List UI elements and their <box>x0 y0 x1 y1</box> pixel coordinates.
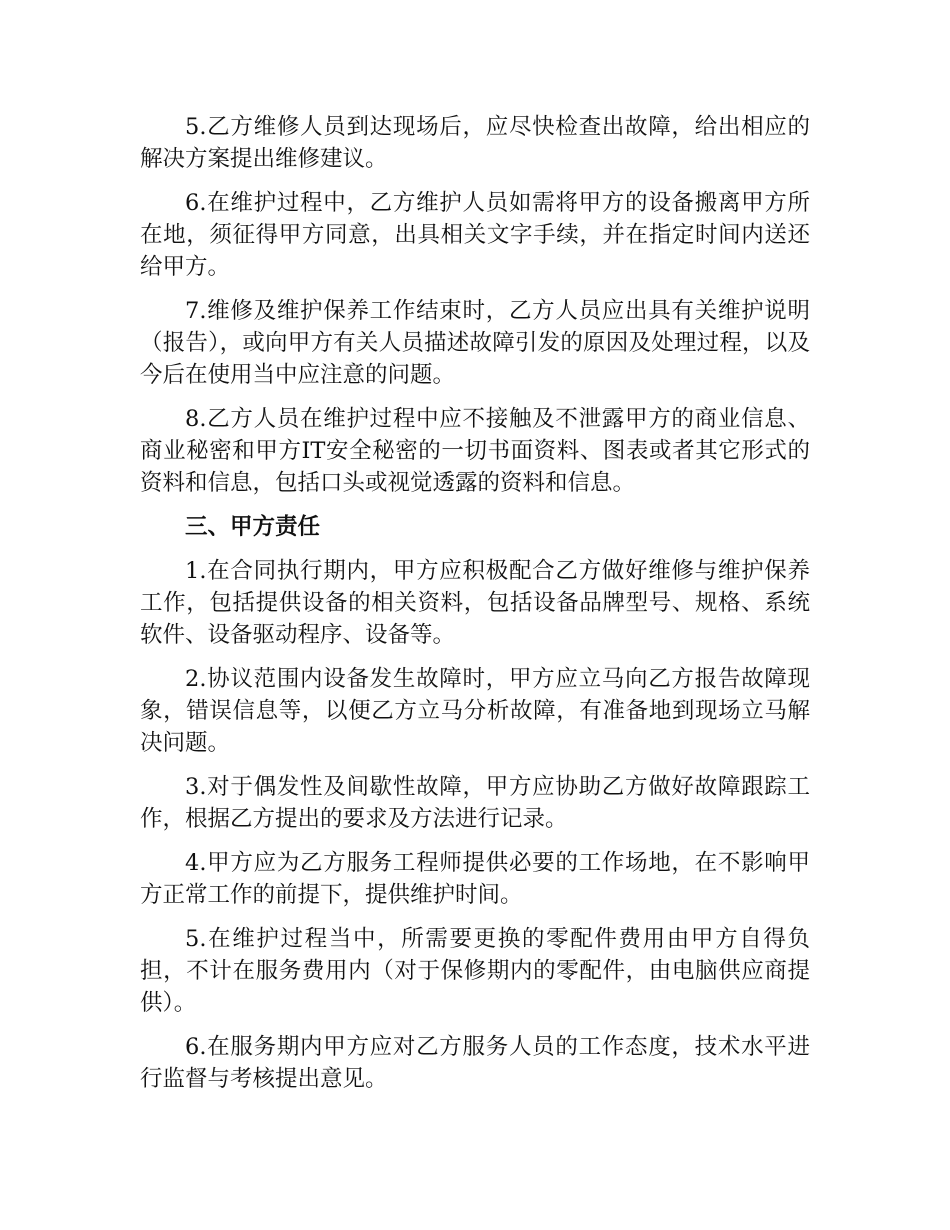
document-page <box>140 111 810 1107</box>
paragraph-a-5: 5.在维护过程当中，所需要更换的零配件费用由甲方自得负担，不计在服务费用内（对于保修期内的零配件，由电脑供应商提供）。 <box>140 926 810 1016</box>
paragraph-b-8: 8.乙方人员在维护过程中应不接触及不泄露甲方的商业信息、商业秘密和甲方IT安全秘密的一切书面资料、图表或者其它形式的资料和信息，包括口头或视觉透露的资料和信息。 <box>140 406 810 496</box>
paragraph-a-4: 4.甲方应为乙方服务工程师提供必要的工作场地，在不影响甲方正常工作的前提下，提供维护时间。 <box>140 850 810 908</box>
paragraph-a-3: 3.对于偶发性及间歇性故障，甲方应协助乙方做好故障跟踪工作，根据乙方提出的要求及方法进行记录。 <box>140 774 810 832</box>
paragraph-b-6: 6.在维护过程中，乙方维护人员如需将甲方的设备搬离甲方所在地，须征得甲方同意，出具相关文字手续，并在指定时间内送还给甲方。 <box>140 190 810 280</box>
paragraph-b-5: 5.乙方维修人员到达现场后，应尽快检查出故障，给出相应的解决方案提出维修建议。 <box>140 114 810 172</box>
paragraph-a-6: 6.在服务期内甲方应对乙方服务人员的工作态度，技术水平进行监督与考核提出意见。 <box>140 1034 810 1092</box>
paragraph-b-7: 7.维修及维护保养工作结束时，乙方人员应出具有关维护说明（报告），或向甲方有关人员描述故障引发的原因及处理过程，以及今后在使用当中应注意的问题。 <box>140 298 810 388</box>
paragraph-a-2: 2.协议范围内设备发生故障时，甲方应立马向乙方报告故障现象，错误信息等，以便乙方立马分析故障，有准备地到现场立马解决问题。 <box>140 666 810 756</box>
section-heading-party-a-responsibilities: 三、甲方责任 <box>185 514 321 540</box>
paragraph-a-1: 1.在合同执行期内，甲方应积极配合乙方做好维修与维护保养工作，包括提供设备的相关资料，包括设备品牌型号、规格、系统软件、设备驱动程序、设备等。 <box>140 558 810 648</box>
